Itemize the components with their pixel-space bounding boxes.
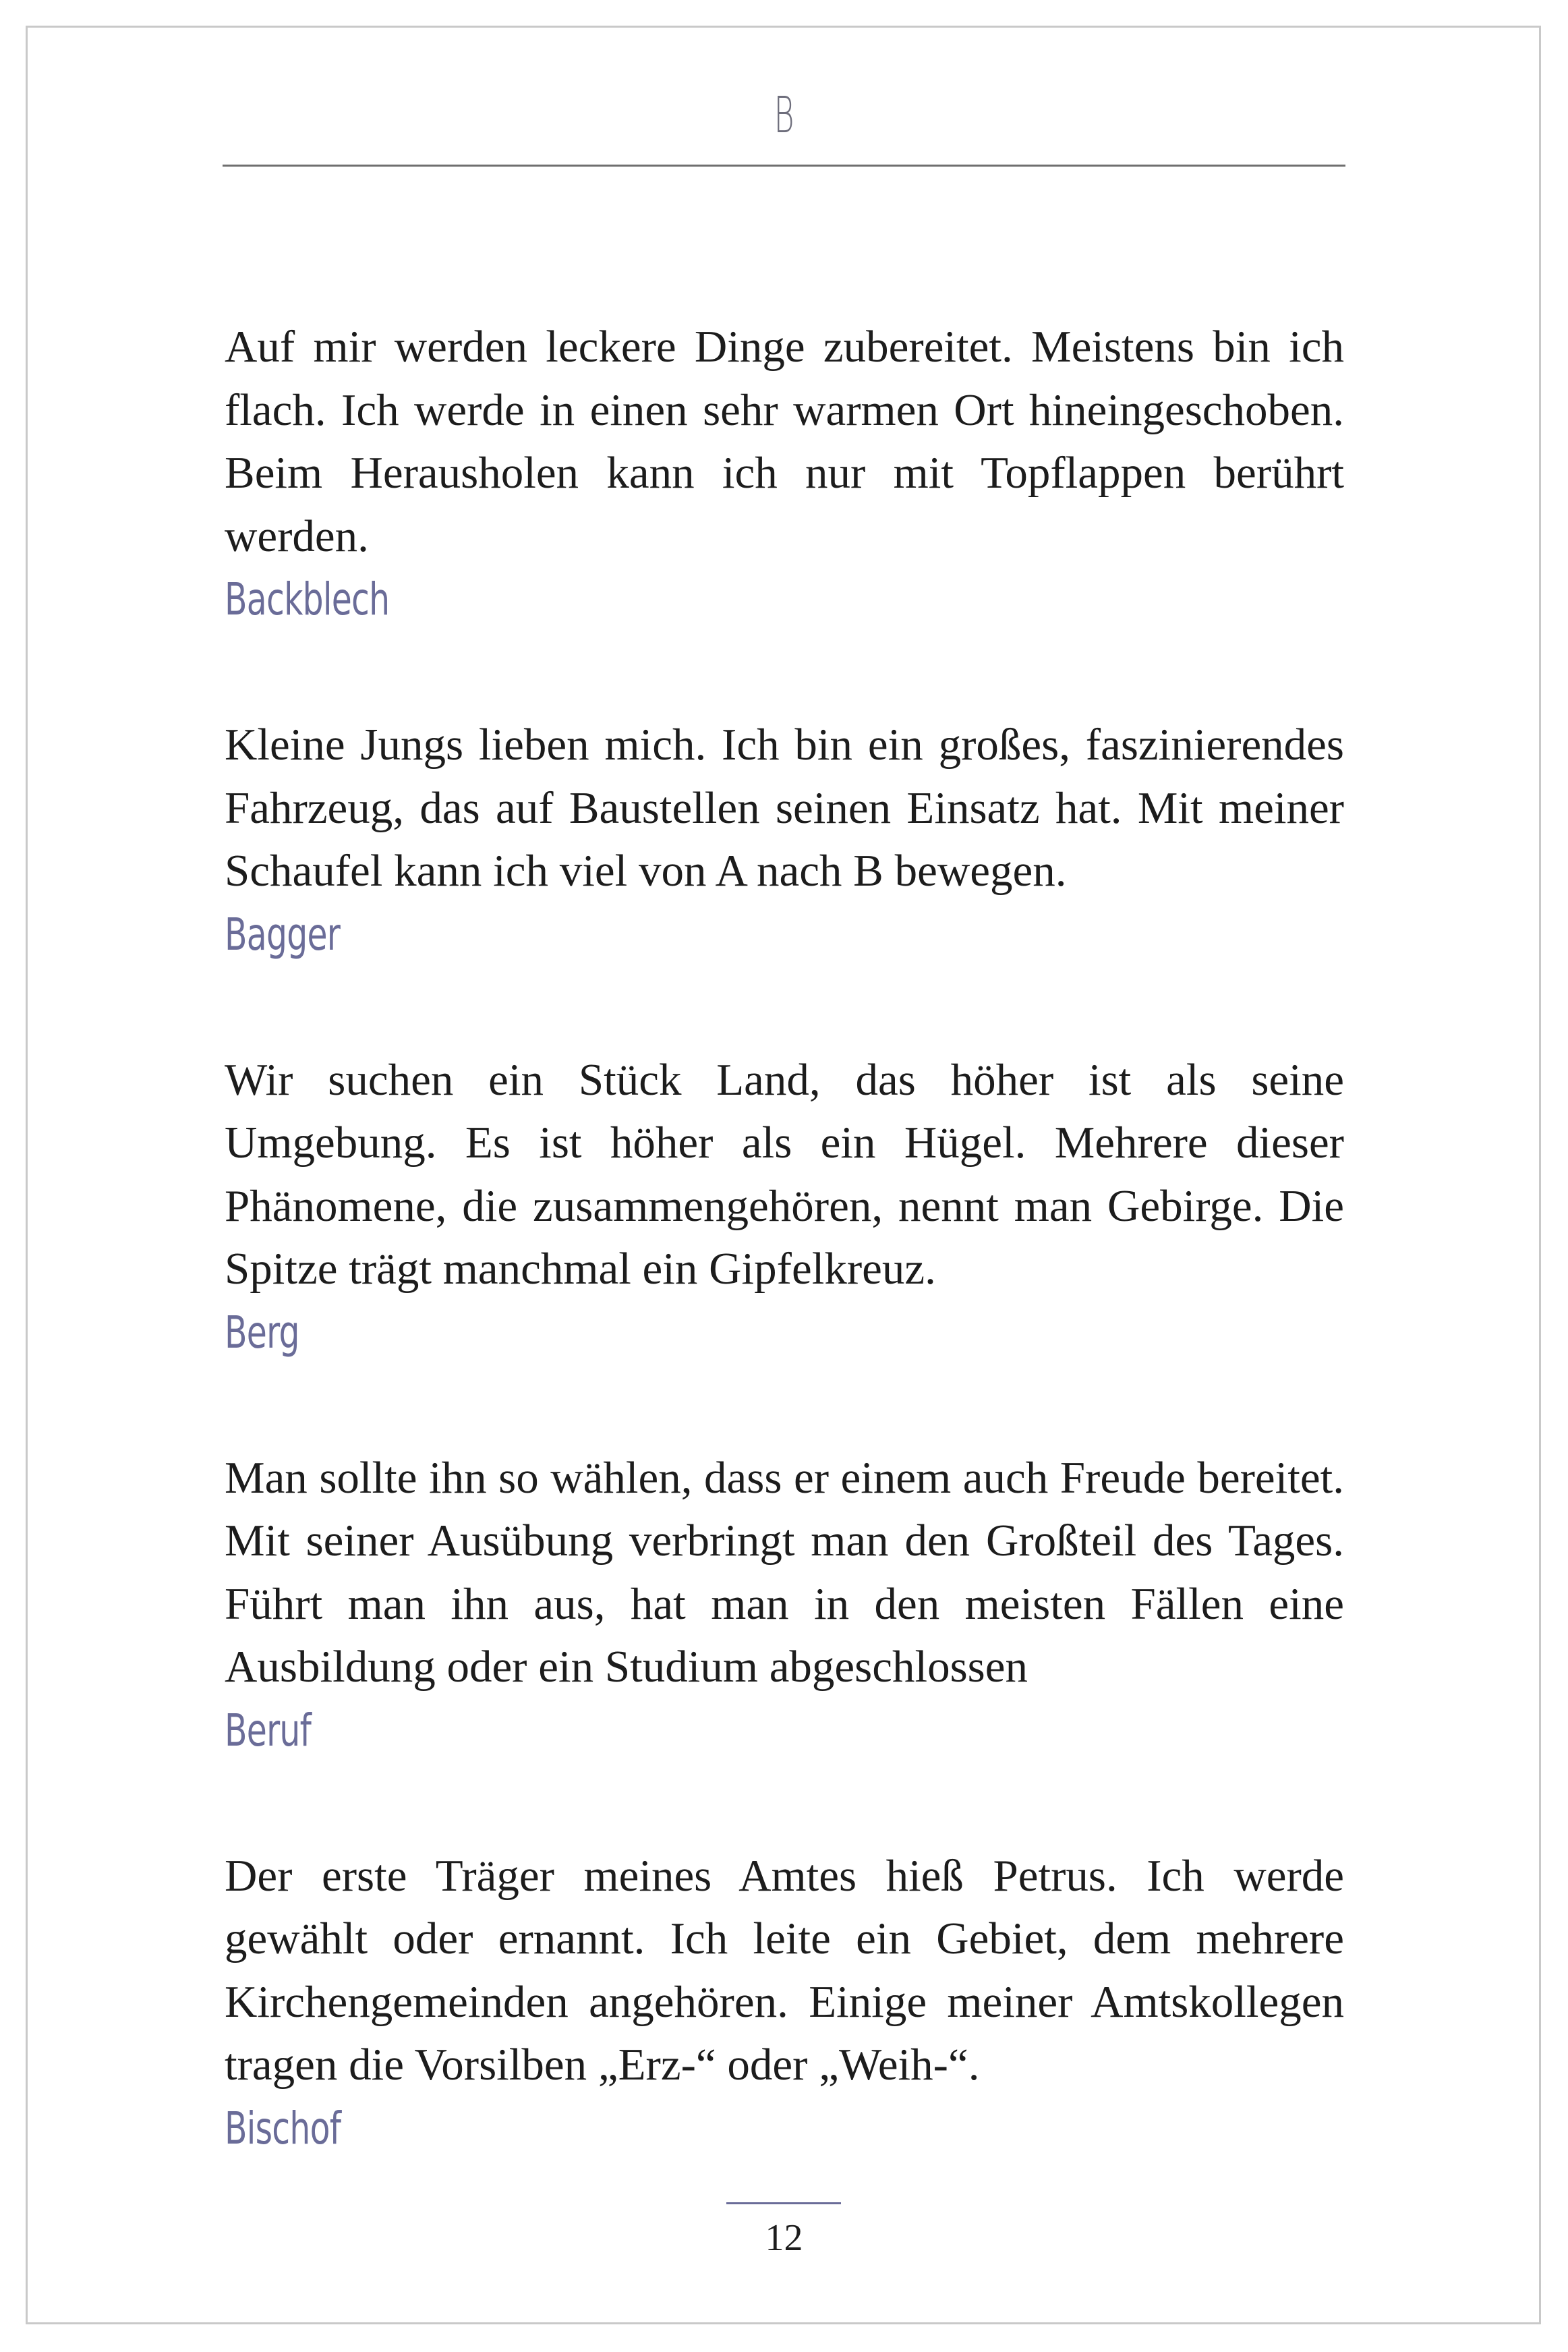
- riddle-text: Auf mir werden leckere Dinge zubereitet. Meistens bin ich flach. Ich werde in einen sehr warmen Ort hineingeschoben. Beim Herausholen kann ich nur mit Topflappen berührt werden.: [225, 322, 1344, 561]
- riddle-entry: [225, 1049, 1344, 1364]
- riddle-entry: [225, 714, 1344, 966]
- header-divider: [223, 165, 1345, 167]
- section-letter: B: [774, 86, 794, 144]
- riddle-answer: Backblech: [225, 573, 390, 625]
- riddle-answer: Bagger: [225, 908, 341, 960]
- footer-divider: [726, 2202, 841, 2204]
- riddle-text: Der erste Träger meines Amtes hieß Petrus. Ich werde gewählt oder ernannt. Ich leite ein Gebiet, dem mehrere Kirchengemeinden angehören. Einige meiner Amtskollegen tragen die Vorsilben „Erz-“ oder „Weih-“.: [225, 1850, 1344, 2090]
- riddle-answer: Bischof: [225, 2102, 341, 2154]
- riddle-entry: [225, 316, 1344, 631]
- riddle-text: Man sollte ihn so wählen, dass er einem auch Freude bereitet. Mit seiner Ausübung verbringt man den Großteil des Tages. Führt man ihn aus, hat man in den meisten Fällen eine Ausbildung oder ein Studium abgeschlossen: [225, 1452, 1344, 1692]
- riddle-entry: [225, 1845, 1344, 2160]
- page-number: 12: [765, 2217, 803, 2259]
- riddle-answer: Beruf: [225, 1704, 312, 1756]
- riddle-entry: [225, 1447, 1344, 1762]
- riddle-text: Kleine Jungs lieben mich. Ich bin ein großes, faszinierendes Fahrzeug, das auf Baustellen seinen Einsatz hat. Mit meiner Schaufel kann ich viel von A nach B bewegen.: [225, 720, 1344, 896]
- riddle-text: Wir suchen ein Stück Land, das höher ist als seine Umgebung. Es ist höher als ein Hügel. Mehrere dieser Phänomene, die zusammengehören, nennt man Gebirge. Die Spitze trägt manchmal ein Gipfelkreuz.: [225, 1054, 1344, 1294]
- riddle-answer: Berg: [225, 1306, 299, 1358]
- riddle-list: [225, 316, 1344, 2243]
